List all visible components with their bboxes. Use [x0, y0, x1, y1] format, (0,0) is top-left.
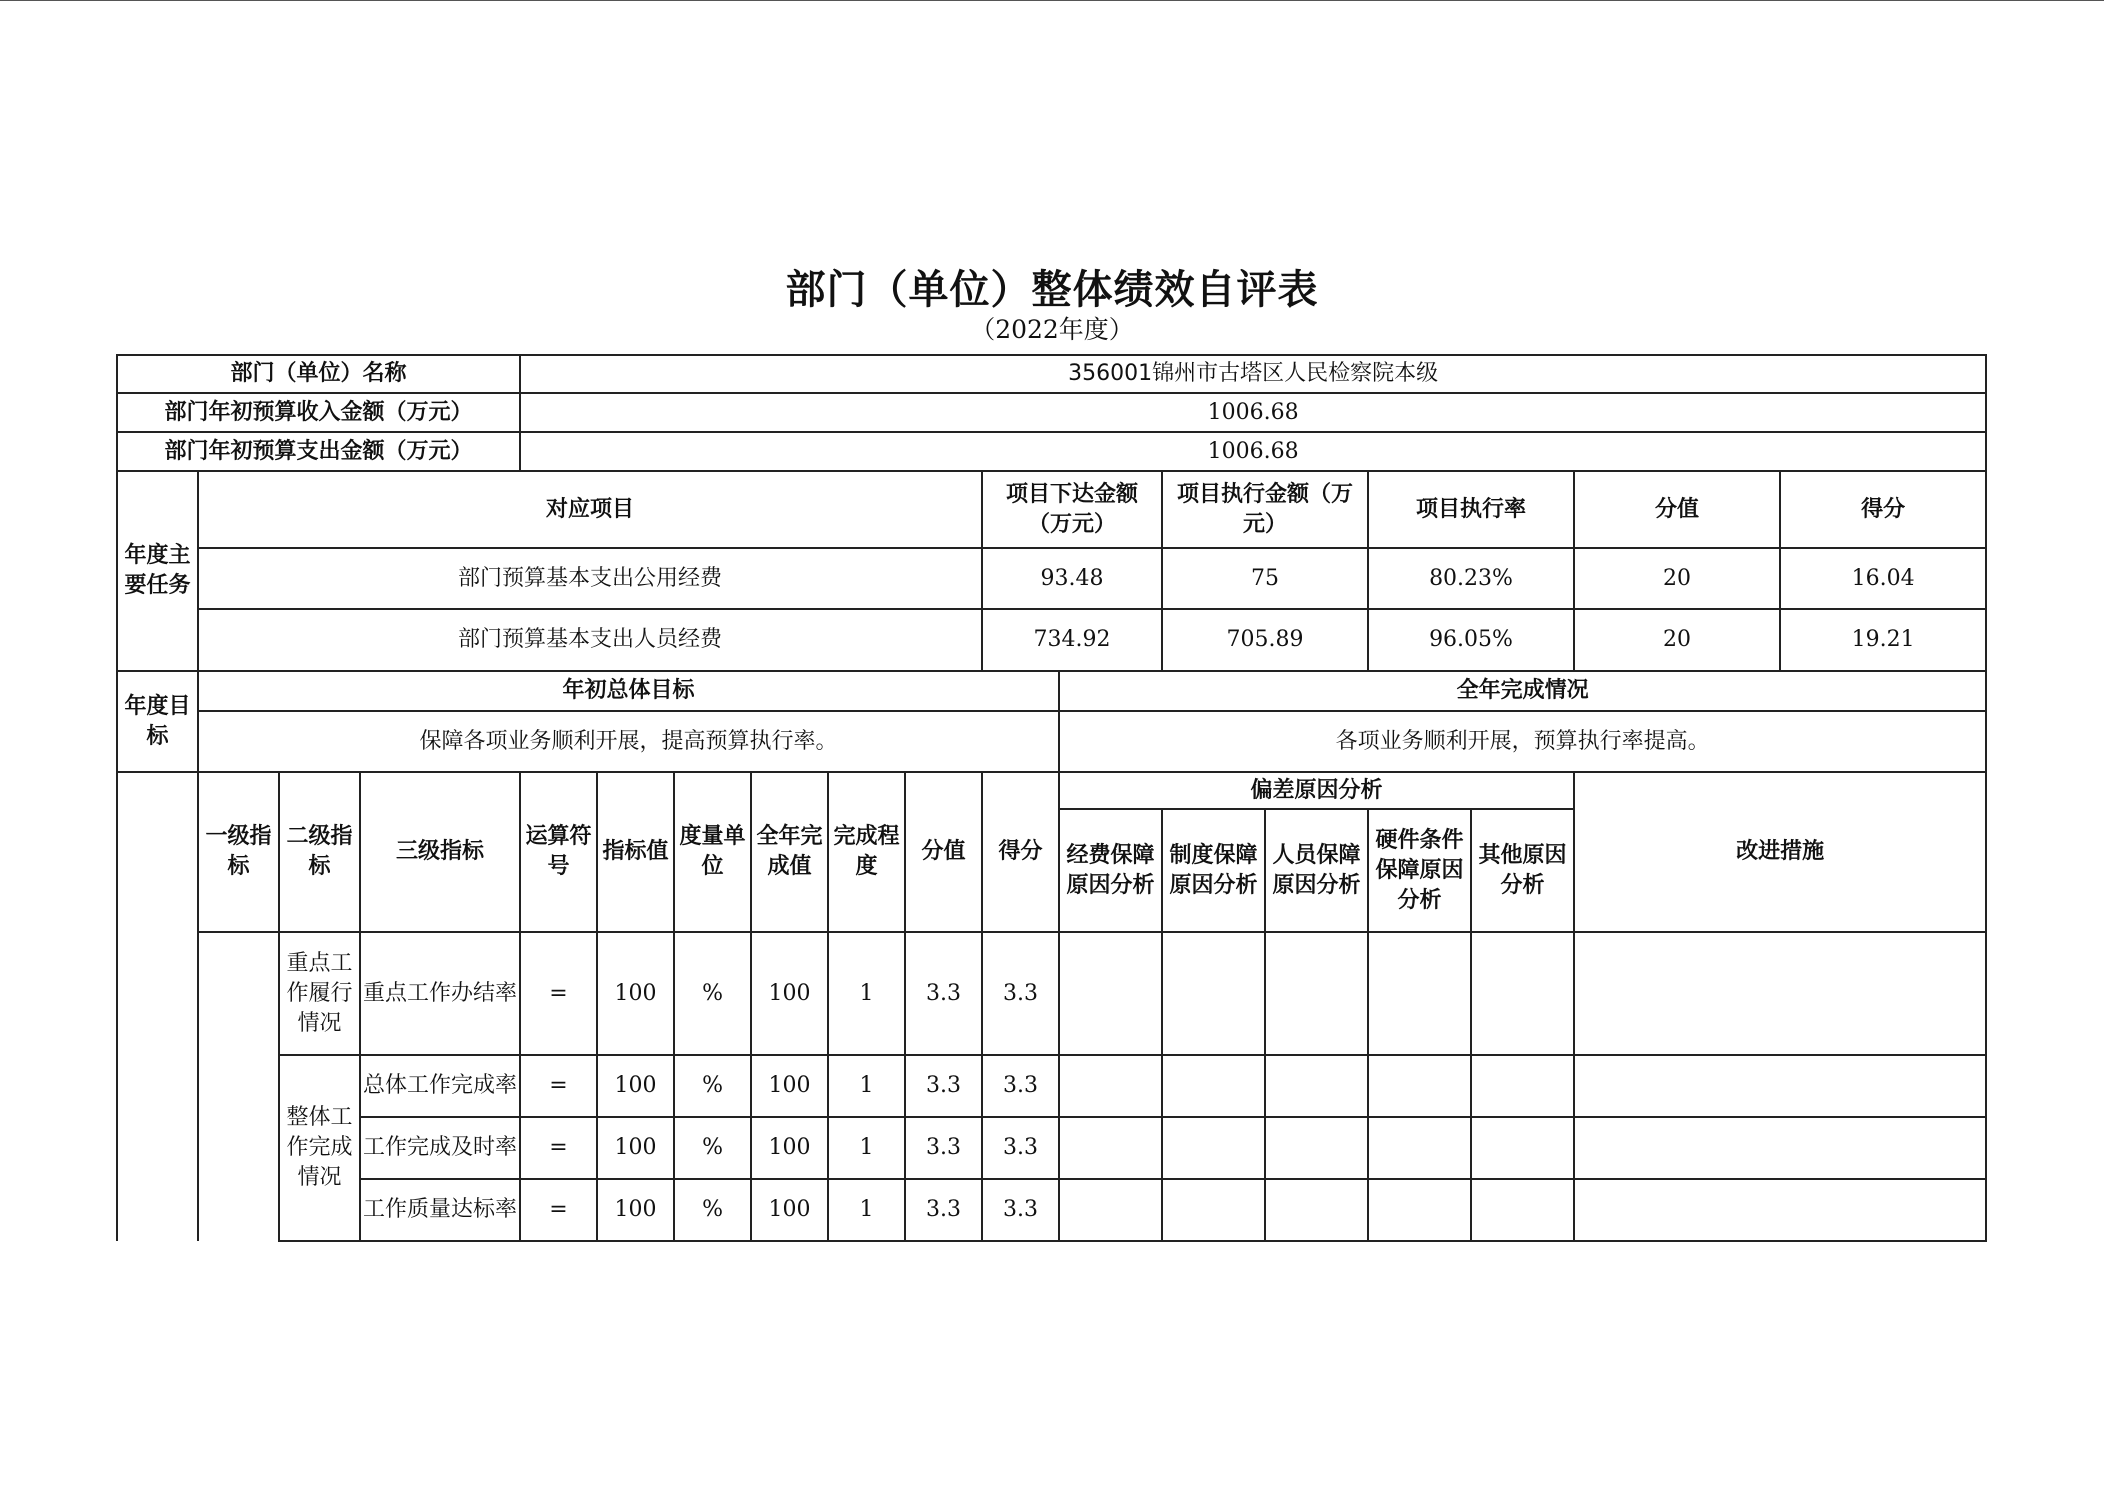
dev-funding-cell [1059, 1117, 1162, 1179]
target-cell: 100 [597, 932, 674, 1055]
degree-cell: 1 [828, 1179, 905, 1241]
score-cell: 3.3 [982, 1117, 1059, 1179]
level2-cell: 整体工作完成情况 [279, 1055, 360, 1241]
dev-system-cell [1162, 932, 1265, 1055]
improvement-cell [1574, 1179, 1986, 1241]
dev-funding-cell [1059, 1179, 1162, 1241]
improvement-cell [1574, 1117, 1986, 1179]
task-allocated: 93.48 [982, 548, 1162, 609]
page-subtitle: （2022年度） [970, 315, 1134, 344]
ind-header-deviation: 偏差原因分析 [1059, 772, 1574, 809]
income-value: 1006.68 [520, 393, 1986, 432]
tasks-header-item: 对应项目 [198, 471, 982, 548]
tasks-section-label: 年度主要任务 [117, 471, 198, 671]
ind-header-level1: 一级指标 [198, 772, 279, 932]
dev-personnel-cell [1265, 1055, 1368, 1117]
task-rate: 80.23% [1368, 548, 1574, 609]
ind-header-level2: 二级指标 [279, 772, 360, 932]
task-allocated: 734.92 [982, 609, 1162, 671]
operator-cell: = [520, 1117, 597, 1179]
page-title: 部门（单位）整体绩效自评表 [785, 267, 1319, 313]
target-cell: 100 [597, 1055, 674, 1117]
expense-value: 1006.68 [520, 432, 1986, 471]
ind-header-dev-personnel: 人员保障原因分析 [1265, 809, 1368, 932]
operator-cell: = [520, 1179, 597, 1241]
ind-header-annual: 全年完成值 [751, 772, 828, 932]
tasks-header-row [117, 471, 1986, 548]
score-value-cell: 3.3 [905, 1117, 982, 1179]
goals-completion-text: 各项业务顺利开展，预算执行率提高。 [1059, 711, 1986, 772]
unit-cell: % [674, 1055, 751, 1117]
task-item: 部门预算基本支出人员经费 [198, 609, 982, 671]
task-score-value: 20 [1574, 548, 1780, 609]
unit-cell: % [674, 1179, 751, 1241]
indicator-row [117, 1179, 1986, 1241]
level2-cell: 重点工作履行情况 [279, 932, 360, 1055]
ind-header-score-value: 分值 [905, 772, 982, 932]
annual-cell: 100 [751, 1055, 828, 1117]
ind-header-dev-funding: 经费保障原因分析 [1059, 809, 1162, 932]
page-top-border [0, 0, 2104, 1]
level3-cell: 工作质量达标率 [360, 1179, 520, 1241]
ind-header-dev-other: 其他原因分析 [1471, 809, 1574, 932]
ind-header-unit: 度量单位 [674, 772, 751, 932]
target-cell: 100 [597, 1179, 674, 1241]
expense-row [117, 432, 1986, 471]
dept-name-value: 356001锦州市古塔区人民检察院本级 [520, 355, 1986, 393]
dev-other-cell [1471, 1117, 1574, 1179]
goals-header-row [117, 671, 1986, 711]
tasks-header-executed: 项目执行金额（万元） [1162, 471, 1368, 548]
score-cell: 3.3 [982, 1055, 1059, 1117]
dev-system-cell [1162, 1055, 1265, 1117]
annual-cell: 100 [751, 932, 828, 1055]
dev-hardware-cell [1368, 932, 1471, 1055]
level3-cell: 总体工作完成率 [360, 1055, 520, 1117]
operator-cell: = [520, 932, 597, 1055]
dev-other-cell [1471, 1179, 1574, 1241]
task-executed: 75 [1162, 548, 1368, 609]
ind-header-level3: 三级指标 [360, 772, 520, 932]
dept-name-label: 部门（单位）名称 [117, 355, 520, 393]
tasks-header-allocated: 项目下达金额（万元） [982, 471, 1162, 548]
annual-cell: 100 [751, 1117, 828, 1179]
dev-funding-cell [1059, 1055, 1162, 1117]
degree-cell: 1 [828, 932, 905, 1055]
income-label: 部门年初预算收入金额（万元） [117, 393, 520, 432]
indicators-section-cell [117, 772, 198, 1241]
degree-cell: 1 [828, 1117, 905, 1179]
level3-cell: 重点工作办结率 [360, 932, 520, 1055]
score-cell: 3.3 [982, 1179, 1059, 1241]
task-rate: 96.05% [1368, 609, 1574, 671]
goals-section-label: 年度目标 [117, 671, 198, 772]
score-value-cell: 3.3 [905, 1055, 982, 1117]
dept-name-row [117, 355, 1986, 393]
task-score: 19.21 [1780, 609, 1986, 671]
target-cell: 100 [597, 1117, 674, 1179]
level3-cell: 工作完成及时率 [360, 1117, 520, 1179]
dev-personnel-cell [1265, 1179, 1368, 1241]
indicator-row [117, 1055, 1986, 1117]
ind-header-dev-hardware: 硬件条件保障原因分析 [1368, 809, 1471, 932]
ind-header-improvement: 改进措施 [1574, 772, 1986, 932]
dev-other-cell [1471, 1055, 1574, 1117]
dev-hardware-cell [1368, 1055, 1471, 1117]
task-row [117, 548, 1986, 609]
income-row [117, 393, 1986, 432]
ind-header-score: 得分 [982, 772, 1059, 932]
operator-cell: = [520, 1055, 597, 1117]
unit-cell: % [674, 1117, 751, 1179]
indicator-row [117, 932, 1986, 1055]
tasks-header-rate: 项目执行率 [1368, 471, 1574, 548]
task-score: 16.04 [1780, 548, 1986, 609]
goals-text-row [117, 711, 1986, 772]
degree-cell: 1 [828, 1055, 905, 1117]
task-row [117, 609, 1986, 671]
task-executed: 705.89 [1162, 609, 1368, 671]
score-cell: 3.3 [982, 932, 1059, 1055]
tasks-header-score-value: 分值 [1574, 471, 1780, 548]
dev-other-cell [1471, 932, 1574, 1055]
dev-hardware-cell [1368, 1179, 1471, 1241]
ind-header-target: 指标值 [597, 772, 674, 932]
indicator-row [117, 1117, 1986, 1179]
ind-header-degree: 完成程度 [828, 772, 905, 932]
goals-completion-header: 全年完成情况 [1059, 671, 1986, 711]
task-item: 部门预算基本支出公用经费 [198, 548, 982, 609]
dev-system-cell [1162, 1117, 1265, 1179]
ind-header-dev-system: 制度保障原因分析 [1162, 809, 1265, 932]
dev-hardware-cell [1368, 1117, 1471, 1179]
unit-cell: % [674, 932, 751, 1055]
goals-initial-text: 保障各项业务顺利开展，提高预算执行率。 [198, 711, 1059, 772]
evaluation-table [116, 354, 1987, 1242]
ind-header-operator: 运算符号 [520, 772, 597, 932]
dev-system-cell [1162, 1179, 1265, 1241]
level1-cell [198, 932, 279, 1241]
dev-personnel-cell [1265, 1117, 1368, 1179]
score-value-cell: 3.3 [905, 932, 982, 1055]
score-value-cell: 3.3 [905, 1179, 982, 1241]
improvement-cell [1574, 932, 1986, 1055]
dev-funding-cell [1059, 932, 1162, 1055]
indicators-header-row [117, 772, 1986, 809]
tasks-header-score: 得分 [1780, 471, 1986, 548]
improvement-cell [1574, 1055, 1986, 1117]
goals-initial-header: 年初总体目标 [198, 671, 1059, 711]
annual-cell: 100 [751, 1179, 828, 1241]
expense-label: 部门年初预算支出金额（万元） [117, 432, 520, 471]
task-score-value: 20 [1574, 609, 1780, 671]
dev-personnel-cell [1265, 932, 1368, 1055]
